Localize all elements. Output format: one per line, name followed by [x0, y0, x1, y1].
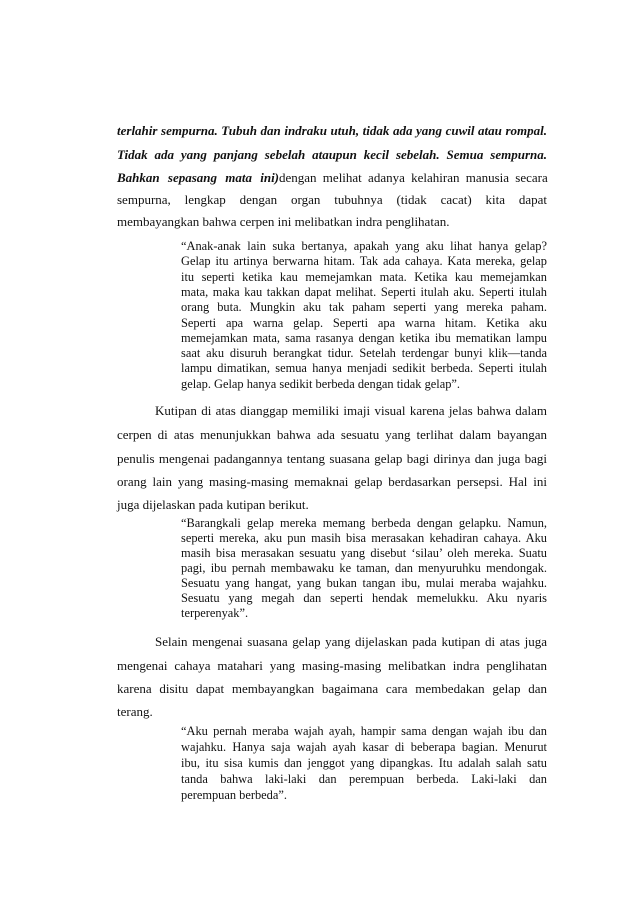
intro-line-3 — [117, 170, 547, 185]
quote3-line-2: wajahku. Hanya saja wajah ayah kasar di beberapa bagian. Menurut — [181, 740, 547, 754]
quote1-line-3: itu seperti ketika kau memejamkan mata. Ketika kau memejamkan — [181, 270, 547, 284]
quote2-line-6: Sesuatu yang megah dan seperti hendak memelukku. Aku nyaris — [181, 591, 547, 605]
quote1-line-6: Seperti apa warna gelap. Seperti apa warna hitam. Ketika aku — [181, 316, 547, 330]
intro-line-5: membayangkan bahwa cerpen ini melibatkan indra penglihatan. — [117, 214, 450, 229]
para2-line-5: juga dijelaskan pada kutipan berikut. — [117, 497, 309, 512]
para3-line-3: karena disitu dapat membayangkan bagaimana cara membedakan gelap dan — [117, 681, 547, 696]
quote2-line-3: masih bisa merasakan sesuatu yang disebut ‘silau’ oleh mereka. Suatu — [181, 546, 547, 560]
quote1-line-1: “Anak-anak lain suka bertanya, apakah yang aku lihat hanya gelap? — [181, 239, 547, 253]
para3-line-1: Selain mengenai suasana gelap yang dijelaskan pada kutipan di atas juga — [155, 634, 547, 649]
quote1-line-4: mata, maka kau takkan dapat melihat. Seperti itulah aku. Seperti itulah — [181, 285, 547, 299]
intro-line-3-rest: dengan melihat adanya kelahiran manusia secara — [279, 170, 548, 185]
quote3-line-5: perempuan berbeda”. — [181, 788, 287, 802]
quote2-line-1: “Barangkali gelap mereka memang berbeda dengan gelapku. Namun, — [181, 516, 547, 530]
quote3-line-1: “Aku pernah meraba wajah ayah, hampir sama dengan wajah ibu dan — [181, 724, 547, 738]
quote2-line-4: pagi, ibu pernah membawaku ke taman, dan menyuruhku mendongak. — [181, 561, 547, 575]
intro-line-3-emphasis: Bahkan sepasang mata ini) — [117, 170, 280, 185]
quote1-line-2: Gelap itu artinya berwarna hitam. Tak ada cahaya. Kata mereka, gelap — [181, 254, 547, 268]
quote2-line-5: Sesuatu yang hangat, yang bukan tangan ibu, mulai meraba wajahku. — [181, 576, 547, 590]
quote3-line-4: tanda bahwa laki-laki dan perempuan berbeda. Laki-laki dan — [181, 772, 547, 786]
para3-line-2: mengenai cahaya matahari yang masing-masing melibatkan indra penglihatan — [117, 658, 547, 673]
quote2-line-7: terperenyak”. — [181, 606, 249, 620]
intro-line-1: terlahir sempurna. Tubuh dan indraku utuh, tidak ada yang cuwil atau rompal. — [117, 123, 547, 138]
quote1-line-7: memejamkan mata, sama rasanya dengan ketika ibu mematikan lampu — [181, 331, 547, 345]
para2-line-2: cerpen di atas menunjukkan bahwa ada sesuatu yang terlihat dalam bayangan — [117, 427, 547, 442]
para2-line-4: orang lain yang masing-masing memaknai gelap berdasarkan persepsi. Hal ini — [117, 474, 547, 489]
quote1-line-8: saat aku disuruh berangkat tidur. Setelah terdengar bunyi klik—tanda — [181, 346, 547, 360]
para2-line-1: Kutipan di atas dianggap memiliki imaji visual karena jelas bahwa dalam — [155, 403, 547, 418]
para3-line-4: terang. — [117, 704, 153, 719]
para2-line-3: penulis mengenai padangannya tentang suasana gelap bagi dirinya dan juga bagi — [117, 451, 547, 466]
quote2-line-2: seperti mereka, aku pun masih bisa merasakan kehadiran cahaya. Aku — [181, 531, 547, 545]
quote1-line-5: orang buta. Mungkin aku tak paham seperti yang mereka paham. — [181, 300, 547, 314]
intro-line-4: sempurna, lengkap dengan organ tubuhnya (tidak cacat) kita dapat — [117, 192, 547, 207]
quote1-line-9: lampu dimatikan, semua hanya menjadi sedikit berbeda. Seperti itulah — [181, 361, 547, 375]
quote1-line-10: gelap. Gelap hanya sedikit berbeda dengan tidak gelap”. — [181, 377, 461, 391]
quote3-line-3: ibu, itu sisa kumis dan jenggot yang dipangkas. Itu adalah salah satu — [181, 756, 547, 770]
intro-line-2: Tidak ada yang panjang sebelah ataupun kecil sebelah. Semua sempurna. — [117, 147, 547, 162]
